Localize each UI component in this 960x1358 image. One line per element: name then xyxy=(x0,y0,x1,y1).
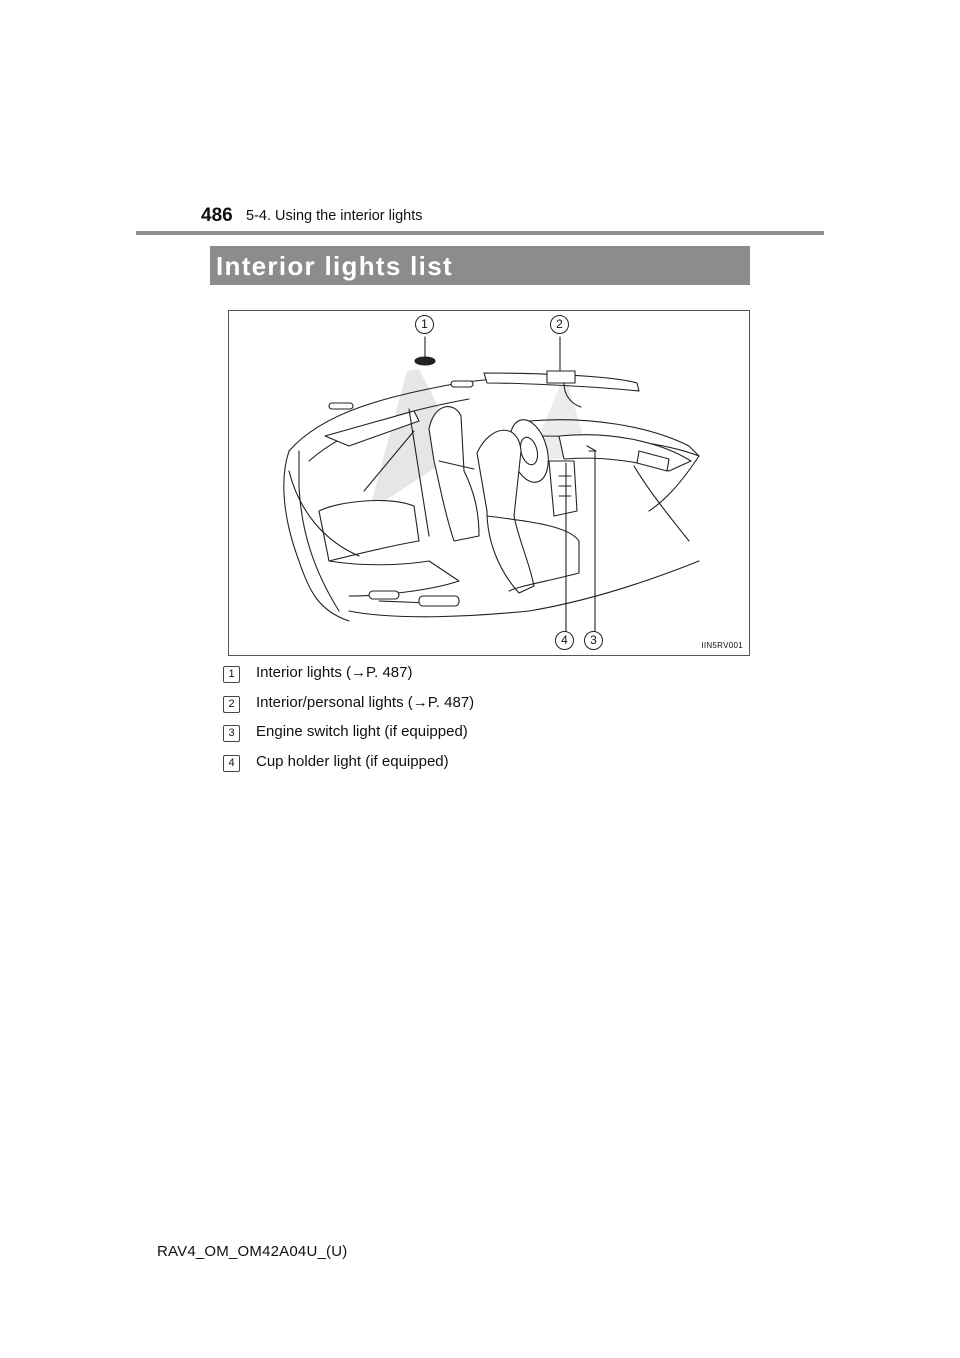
item-number-badge: 3 xyxy=(223,725,240,742)
item-number-badge: 4 xyxy=(223,755,240,772)
section-reference: 5-4. Using the interior lights xyxy=(246,208,423,224)
section-title-bar xyxy=(210,246,750,285)
figure-code: IIN5RV001 xyxy=(701,641,743,650)
callout-4: 4 xyxy=(555,631,574,650)
item-text: Cup holder light (if equipped) xyxy=(256,752,449,770)
item-number-badge: 1 xyxy=(223,666,240,683)
callout-1: 1 xyxy=(415,315,434,334)
header-divider xyxy=(136,231,824,235)
item-number-badge: 2 xyxy=(223,696,240,713)
dome-light-icon xyxy=(415,357,435,365)
section-title: Interior lights list xyxy=(216,251,453,281)
callout-3: 3 xyxy=(584,631,603,650)
document-code-footer: RAV4_OM_OM42A04U_(U) xyxy=(157,1243,348,1260)
vehicle-interior-illustration xyxy=(228,310,750,656)
item-text: Engine switch light (if equipped) xyxy=(256,723,468,740)
callout-2: 2 xyxy=(550,315,569,334)
page-number: 486 xyxy=(201,205,233,226)
item-text: Interior/personal lights (→P. 487) xyxy=(256,693,475,711)
front-seat-left xyxy=(429,407,479,541)
item-text: Interior lights (→P. 487) xyxy=(256,664,413,681)
rear-seat xyxy=(319,501,419,561)
